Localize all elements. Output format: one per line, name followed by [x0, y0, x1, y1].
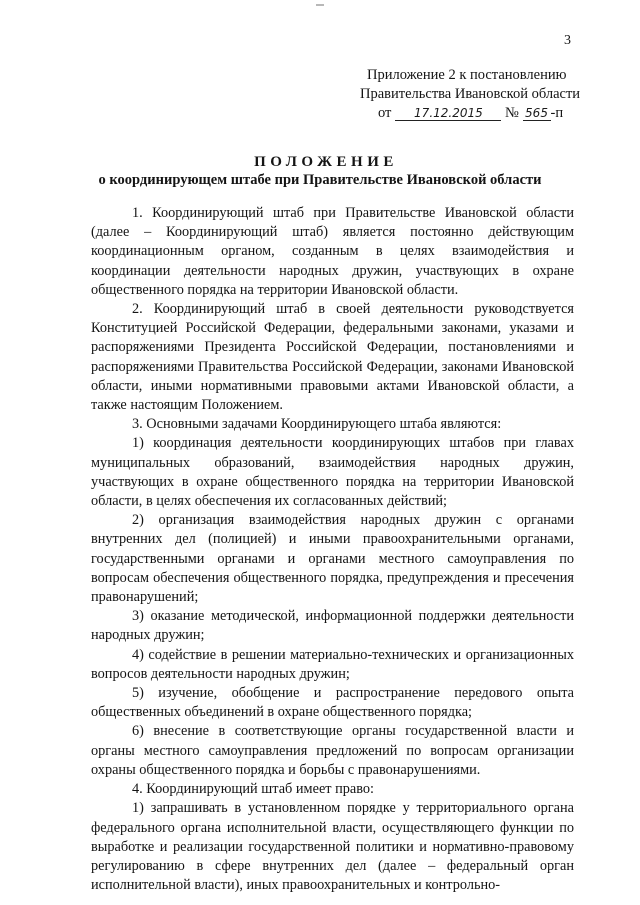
- list-item-3-4: 4) содействие в решении материально-технических и организационных вопросов деятельности народных дружин;: [91, 646, 574, 682]
- handwritten-date: 17.12.2015: [395, 106, 501, 121]
- handwritten-number: 565: [523, 106, 551, 121]
- list-item-3-1: 1) координация деятельности координирующих штабов при главах муниципальных образований, взаимодействия народных дружин, участвующих в охране общественного порядка на территории Ивановской области, в целях обеспечения их согласованных действий;: [91, 435, 574, 510]
- scan-mark: [316, 4, 324, 6]
- number-suffix: -п: [550, 105, 564, 121]
- number-label: №: [505, 105, 519, 121]
- document-title: ПОЛОЖЕНИЕ: [254, 154, 398, 170]
- list-item-3-2: 2) организация взаимодействия народных дружин с органами внутренних дел (полицией) и иными правоохранительными органами, государственными органами и органами местного самоуправления по вопросам обеспечения общественного порядка, предупреждения и пресечения правонарушений;: [91, 512, 574, 606]
- approval-line-3: [355, 104, 585, 123]
- document-subtitle: о координирующем штабе при Правительстве Ивановской области: [98, 172, 542, 188]
- paragraph-4: 4. Координирующий штаб имеет право:: [132, 781, 375, 798]
- approval-line-2: Правительства Ивановской области: [360, 86, 581, 102]
- paragraph-3: 3. Основными задачами Координирующего штаба являются:: [132, 416, 502, 433]
- list-item-3-5: 5) изучение, обобщение и распространение передового опыта общественных объединений в охране общественного порядка;: [91, 685, 574, 721]
- approval-line-1: Приложение 2 к постановлению: [367, 67, 567, 83]
- list-item-3-3: 3) оказание методической, информационной поддержки деятельности народных дружин;: [91, 608, 574, 644]
- paragraph-2: 2. Координирующий штаб в своей деятельности руководствуется Конституцией Российской Федерации, федеральными законами, указами и распоряжениями Президента Российской Федерации, постановлениями и распоряжениями Правительства Российской Федерации, законами Ивановской области, иными нормативными правовыми актами Ивановской области, а также настоящим Положением.: [91, 301, 574, 414]
- list-item-4-1: 1) запрашивать в установленном порядке у территориального органа федерального органа исполнительной власти, осуществляющего функции по выработке и реализации государственной политики и нормативно-правовому регулированию в сфере внутренних дел (далее – федеральный орган исполнительной власти), иных правоохранительных и контрольно-: [91, 800, 574, 894]
- from-label: от: [378, 105, 392, 121]
- page-number: 3: [564, 33, 571, 48]
- list-item-3-6: 6) внесение в соответствующие органы государственной власти и органы местного самоуправления предложений по вопросам организации охраны общественного порядка и борьбы с правонарушениями.: [91, 723, 574, 778]
- approval-block: [355, 66, 585, 123]
- document-body: [91, 204, 574, 895]
- paragraph-1: 1. Координирующий штаб при Правительстве Ивановской области (далее – Координирующий штаб) является постоянно действующим координационным органом, созданным в целях взаимодействия и координации деятельности народных дружин, участвующих в охране общественного порядка на территории Ивановской области.: [91, 205, 574, 298]
